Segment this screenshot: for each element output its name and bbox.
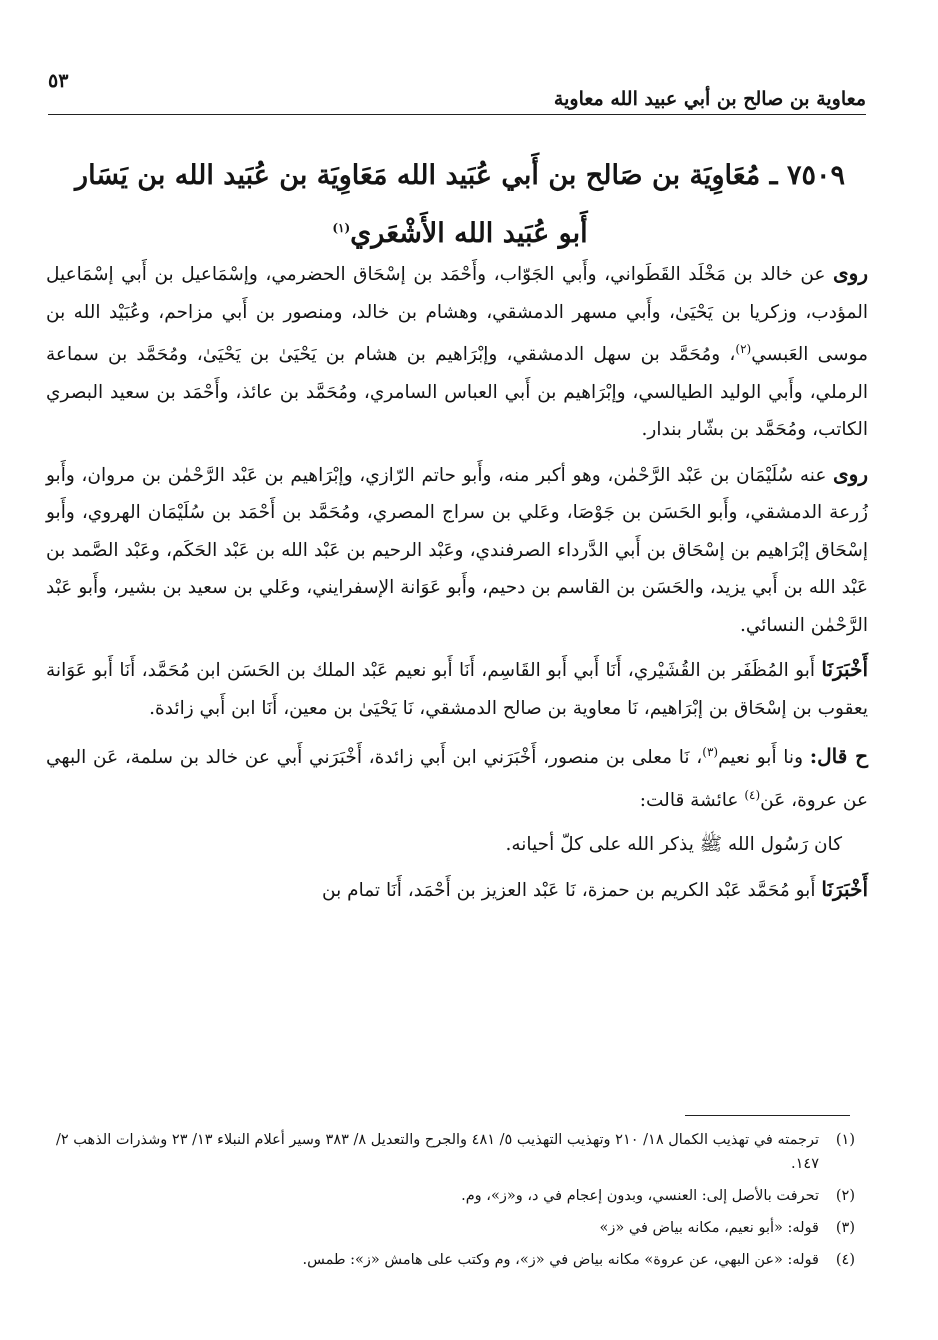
paragraph-text: عنه سُلَيْمَان بن عَبْد الرَّحْمٰن، وهو أكبر منه، وأَبو حاتم الرّازي، وإبْرَاهيم بن عَبْد الرَّحْمٰن بن مروان، وأَبو زُرعة الدمشقي، وأَبو الحَسَن بن جَوْصَا، وعَلي بن سراج المصري، ومُحَمَّد بن أَحْمَد بن سُلَيْمَان الهروي، وأَبو إسْحَاق إبْرَاهيم بن إسْحَاق بن أَبي الدَّرداء الصرفندي، وعَبْد الرحيم بن عَبْد الله بن عَبْد الحَكَم، وعَبْد الصَّمد بن عَبْد الله بن أَبي يزيد، والحَسَن بن القاسم بن دحيم، وأَبو عَوَانة الإسفرايني، وعَلي بن سعيد بن بشير، وأَبو عَبْد الرَّحْمٰن النسائي. [46, 464, 868, 636]
footnote-text: تحرفت بالأصل إلى: العنسي، وبدون إعجام في د، و«ز»، وم. [461, 1188, 819, 1204]
footnote [45, 1128, 855, 1176]
page-header [48, 62, 866, 115]
page-number: ٥٣ [48, 70, 69, 92]
body-text [46, 255, 868, 916]
footnote-ref-3: (٣) [702, 745, 719, 760]
footnote-number: (١) [835, 1132, 855, 1148]
footnote [45, 1248, 855, 1272]
footnote-number: (٤) [835, 1252, 855, 1268]
footnotes [45, 1128, 855, 1280]
entry-title-name: أَبو عُبَيد الله الأَشْعَري [350, 218, 588, 249]
footnote-text: قوله: «عن البهي، عن عروة» مكانه بياض في «ز»، وم وكتب على هامش «ز»: طمس. [302, 1252, 819, 1268]
footnote-number: (٣) [835, 1220, 855, 1236]
footnote [45, 1216, 855, 1240]
footnote-text: ترجمته في تهذيب الكمال ١٨/ ٢١٠ وتهذيب التهذيب ٥/ ٤٨١ والجرح والتعديل ٨/ ٣٨٣ وسير أعلام النبلاء ١٣/ ٢٣ وشذرات الذهب ٢/ ١٤٧. [56, 1132, 819, 1172]
paragraph-text: عائشة قالت: [639, 789, 745, 811]
hadith-text: كان رَسُول الله ﷺ يذكر الله على كلّ أحيانه. [505, 834, 842, 856]
entry-title-line2 [60, 202, 860, 260]
running-title: معاوية بن صالح بن أبي عبيد الله معاوية [553, 88, 866, 110]
keyword-rawa: روى [833, 461, 868, 486]
footnote-divider [685, 1115, 850, 1116]
footnote-text: قوله: «أبو نعيم، مكانه بياض في «ز» [599, 1220, 819, 1236]
paragraph-text: أَبو المُظَفَر بن القُشَيْري، أَنَا أَبي أَبو القَاسِم، أَنَا أَبو نعيم عَبْد الملك بن الحَسَن ابن مُحَمَّد، أَنَا أَبو عَوَانة يعقوب بن إسْحَاق بن إبْرَاهيم، نَا معاوية بن صالح الدمشقي، نَا يَحْيَىٰ بن معين، أَنَا ابن أَبي زائدة. [46, 660, 868, 719]
paragraph-text: عن خالد بن مَخْلَد القَطَواني، وأَبي الجَوّاب، وأَحْمَد بن إسْحَاق الحضرمي، وإسْمَاعيل بن أَبي إسْمَاعيل المؤدب، وزكريا بن يَحْيَىٰ، وأَبي مسهر الدمشقي، وهشام بن خالد، ومنصور بن أَبي مزاحم، وعُبَيْد الله بن موسى العَبسي [46, 264, 869, 366]
paragraph-text: أَبو مُحَمَّد عَبْد الكريم بن حمزة، نَا عَبْد العزيز بن أَحْمَد، أَنَا تمام بن [322, 879, 822, 901]
footnote-ref-2: (٢) [735, 342, 752, 356]
keyword-akhbarana: أَخْبَرَنَا [821, 876, 868, 901]
entry-title-line1: ٧٥٠٩ ـ مُعَاوِيَة بن صَالح بن أَبي عُبَيد الله مَعَاوِيَة بن عُبَيد الله بن يَسَار [75, 160, 845, 191]
footnote [45, 1184, 855, 1208]
paragraph-isnad-2 [46, 734, 868, 819]
paragraph-text: ونا أَبو نعيم [718, 747, 810, 769]
keyword-akhbarana: أَخْبَرَنَا [821, 657, 868, 682]
keyword-ha-qala: ح قال: [809, 744, 868, 769]
footnote-ref-1: (١) [332, 221, 351, 235]
paragraph-isnad-3 [46, 871, 868, 910]
paragraph-narrated-from [46, 255, 868, 449]
keyword-rawa: روى [833, 261, 868, 285]
paragraph-narrated-by [46, 456, 868, 645]
footnote-ref-4: (٤) [744, 787, 761, 802]
paragraph-isnad-1 [46, 651, 868, 727]
paragraph-text: ، نَا معلى بن منصور، أَخْبَرَني ابن أَبي زائدة، أَخْبَرَني أَبي عن خالد بن سلمة، عَن البهي عن عروة، عَن [46, 747, 868, 811]
entry-title [60, 150, 860, 260]
paragraph-text: ، ومُحَمَّد بن سهل الدمشقي، وإبْرَاهيم بن هشام بن يَحْيَىٰ بن يَحْيَىٰ، ومُحَمَّد بن سماعة الرملي، وأَبي الوليد الطيالسي، وإبْرَاهيم بن أَبي العباس السامري، ومُحَمَّد بن عائذ، وأَحْمَد بن سعيد البصري الكاتب، ومُحَمَّد بن بشّار بندار. [46, 344, 868, 441]
footnote-number: (٢) [835, 1188, 855, 1204]
